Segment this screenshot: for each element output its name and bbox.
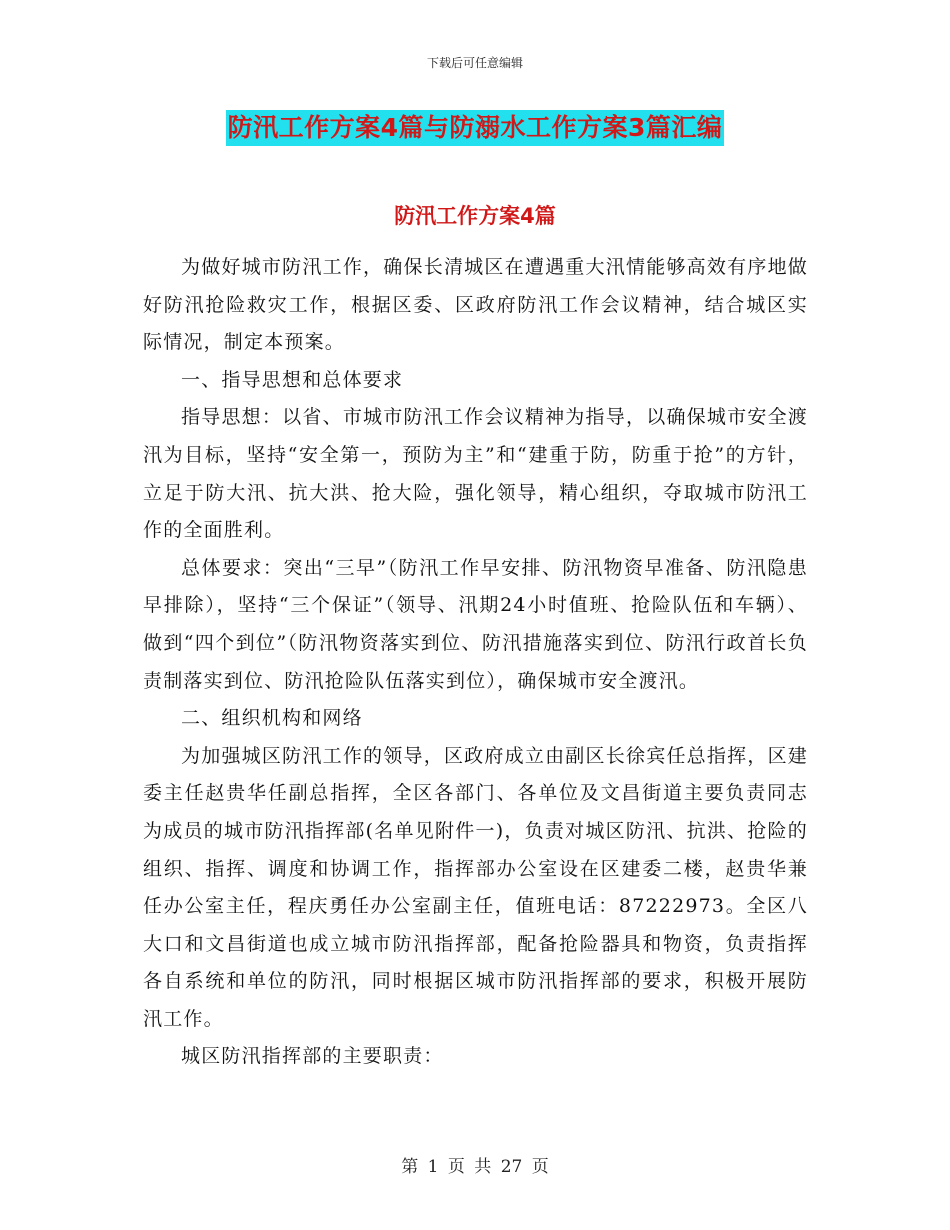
heading-organization: 二、组织机构和网络	[181, 707, 363, 730]
paragraph-guiding-ideology: 指导思想：以省、市城市防汛工作会议精神为指导，以确保城市安全渡汛为目标，坚持“安全第一，预防为主”和“建重于防，防重于抢”的方针，立足于防大汛、抗大洪、抢大险，强化领导，精心组织，夺取城市防汛工作的全面胜利。	[143, 406, 808, 542]
paragraph-organization: 为加强城区防汛工作的领导，区政府成立由副区长徐宾任总指挥，区建委主任赵贵华任副总指挥，全区各部门、各单位及文昌街道主要负责同志为成员的城市防汛指挥部(名单见附件一)，负责对城区防汛、抗洪、抢险的组织、指挥、调度和协调工作，指挥部办公室设在区建委二楼，赵贵华兼任办公室主任，程庆勇任办公室副主任，值班电话：87222973。全区八大口和文昌街道也成立城市防汛指挥部，配备抢险器具和物资，负责指挥各自系统和单位的防汛，同时根据区城市防汛指挥部的要求，积极开展防汛工作。	[143, 744, 808, 1030]
page-header-note: 下载后可任意编辑	[426, 56, 523, 70]
heading-guiding-ideology: 一、指导思想和总体要求	[181, 368, 404, 391]
main-title: 防汛工作方案4篇与防溺水工作方案3篇汇编	[226, 110, 725, 146]
page-footer: 第 1 页 共 27 页	[401, 1157, 549, 1177]
paragraph-overall-requirements: 总体要求：突出“三早”（防汛工作早安排、防汛物资早准备、防汛隐患早排除），坚持“三个保证”（领导、汛期24小时值班、抢险队伍和车辆）、做到“四个到位”（防汛物资落实到位、防汛措施落实到位、防汛行政首长负责制落实到位、防汛抢险队伍落实到位），确保城市安全渡汛。	[143, 556, 808, 692]
paragraph-intro: 为做好城市防汛工作，确保长清城区在遭遇重大汛情能够高效有序地做好防汛抢险救灾工作，根据区委、区政府防汛工作会议精神，结合城区实际情况，制定本预案。	[143, 256, 808, 354]
paragraph-responsibilities: 城区防汛指挥部的主要职责：	[181, 1045, 444, 1068]
section-title: 防汛工作方案4篇	[394, 204, 556, 228]
document-body	[143, 249, 808, 1076]
main-title-container	[0, 110, 950, 146]
